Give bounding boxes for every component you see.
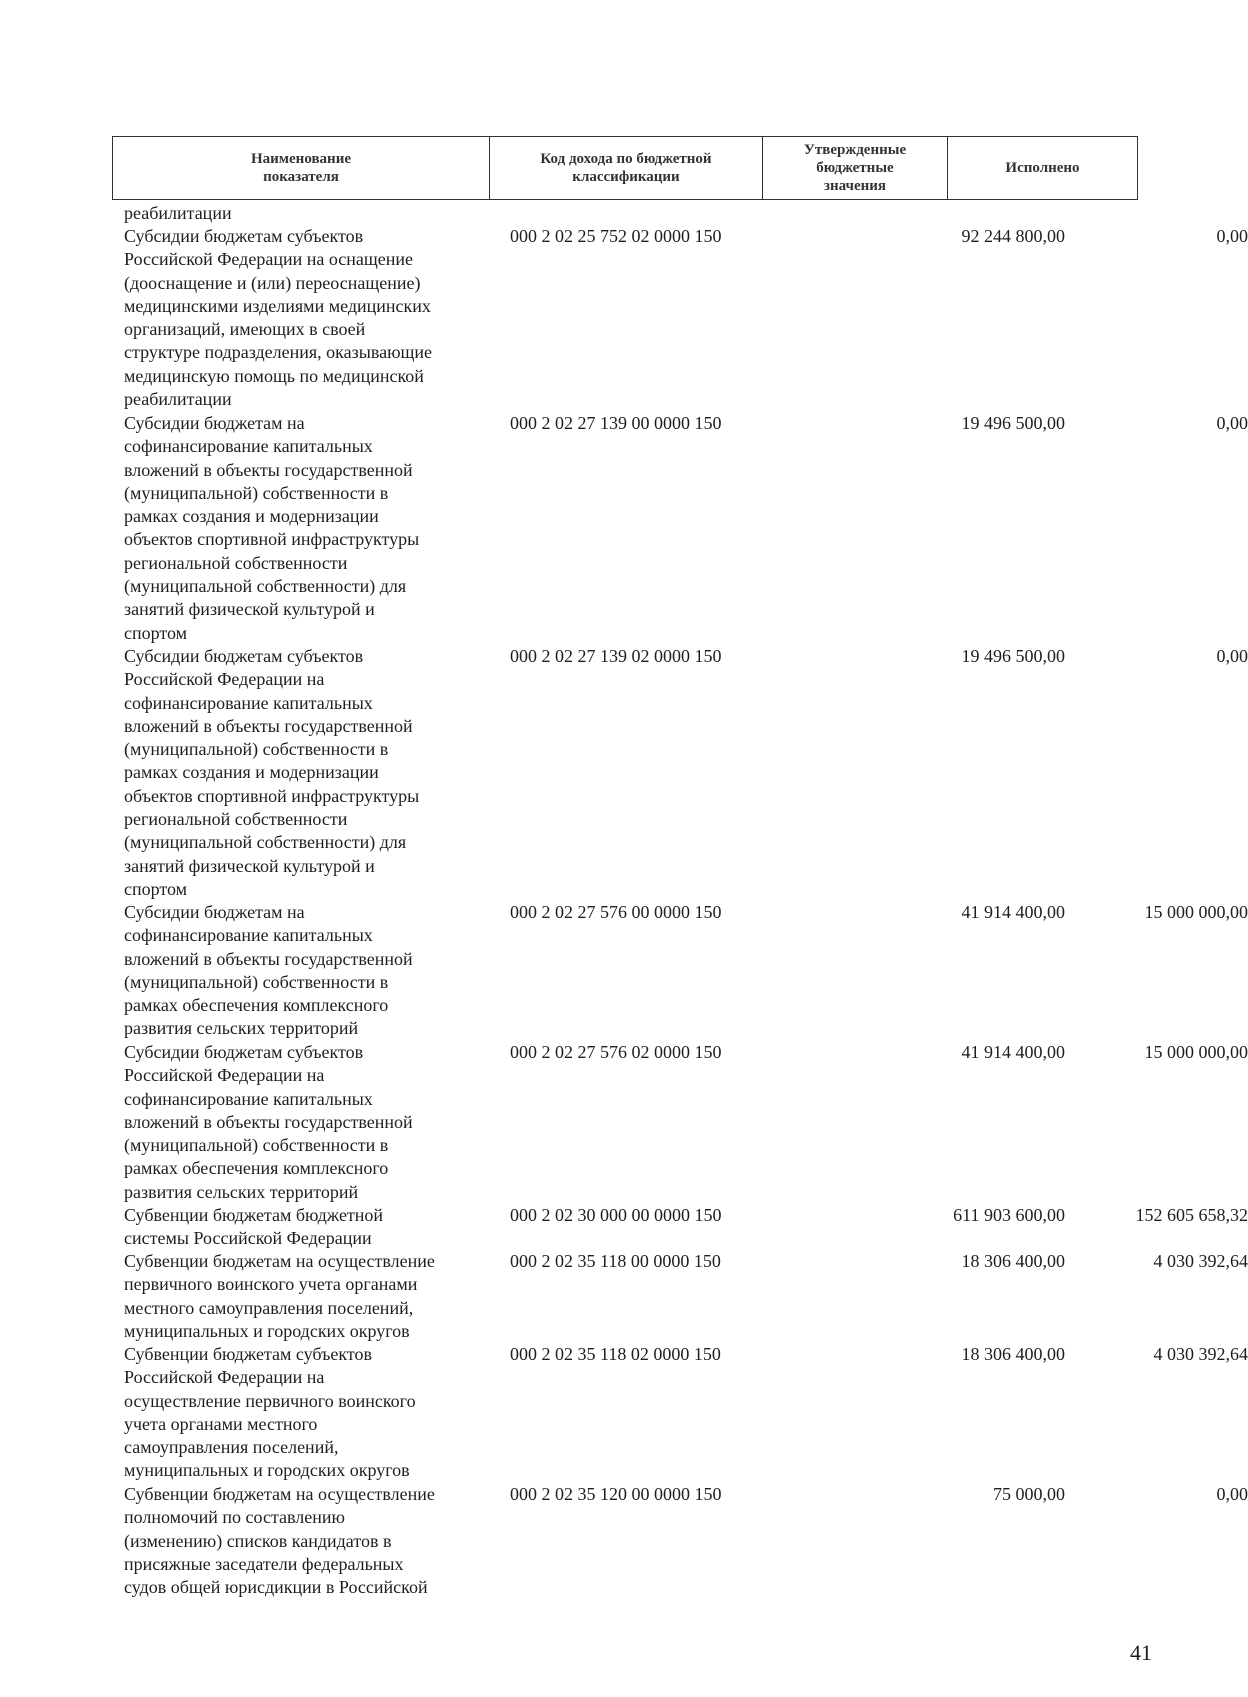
row-approved: 18 306 400,00 (961, 1251, 1065, 1271)
row-code: 000 2 02 27 139 02 0000 150 (510, 646, 722, 666)
row-name: Субсидии бюджетам субъектов Российской Федерации на оснащение (дооснащение и (или) переоснащение) медицинскими изделиями медицинских организаций, имеющих в своей структуре подразделения, оказывающие медицинскую помощь по медицинской реабилитации (124, 226, 433, 410)
header-executed: Исполнено (1005, 160, 1080, 176)
row-executed: 4 030 392,64 (1153, 1251, 1248, 1271)
row-executed: 0,00 (1216, 1484, 1248, 1504)
row-approved: 41 914 400,00 (961, 1042, 1065, 1062)
row-code: 000 2 02 30 000 00 0000 150 (510, 1205, 722, 1225)
row-code: 000 2 02 35 118 02 0000 150 (510, 1344, 721, 1364)
row-executed: 0,00 (1216, 646, 1248, 666)
row-approved: 18 306 400,00 (961, 1344, 1065, 1364)
row-name: Субвенции бюджетам субъектов Российской Федерации на осуществление первичного воинского учета органами местного самоуправления поселений, муниципальных и городских округов (124, 1344, 416, 1481)
row-code: 000 2 02 27 139 00 0000 150 (510, 413, 722, 433)
row-approved: 41 914 400,00 (961, 902, 1065, 922)
row-executed: 0,00 (1216, 413, 1248, 433)
row-name: Субсидии бюджетам субъектов Российской Федерации на софинансирование капитальных вложений в объекты государственной (муниципальной) собственности в рамках создания и модернизации объектов спортивной инфраструктуры региональной собственности (муниципальной собственности) для занятий физической культурой и спортом (124, 646, 420, 899)
row-name: реабилитации (124, 203, 232, 223)
row-approved: 92 244 800,00 (961, 226, 1065, 246)
row-executed: 15 000 000,00 (1144, 1042, 1248, 1062)
row-code: 000 2 02 25 752 02 0000 150 (510, 226, 722, 246)
row-code: 000 2 02 35 120 00 0000 150 (510, 1484, 722, 1504)
row-executed: 4 030 392,64 (1153, 1344, 1248, 1364)
row-name: Субсидии бюджетам субъектов Российской Федерации на софинансирование капитальных вложений в объекты государственной (муниципальной) собственности в рамках обеспечения комплексного развития сельских территорий (124, 1042, 413, 1202)
row-executed: 0,00 (1216, 226, 1248, 246)
row-approved: 19 496 500,00 (961, 413, 1065, 433)
header-code: Код дохода по бюджетной классификации (490, 137, 763, 199)
row-name: Субвенции бюджетам на осуществление полномочий по составлению (изменению) списков кандидатов в присяжные заседатели федеральных судов общей юрисдикции в Российской (124, 1484, 435, 1598)
row-approved: 19 496 500,00 (961, 646, 1065, 666)
header-name: Наименование показателя (113, 137, 490, 199)
row-executed: 15 000 000,00 (1144, 902, 1248, 922)
row-approved: 75 000,00 (993, 1484, 1065, 1504)
row-name: Субсидии бюджетам на софинансирование капитальных вложений в объекты государственной (муниципальной) собственности в рамках создания и модернизации объектов спортивной инфраструктуры региональной собственности (муниципальной собственности) для занятий физической культурой и спортом (124, 413, 420, 643)
table-header (112, 136, 1138, 200)
row-name: Субвенции бюджетам бюджетной системы Российской Федерации (124, 1205, 384, 1249)
row-executed: 152 605 658,32 (1135, 1205, 1248, 1225)
row-name: Субсидии бюджетам на софинансирование капитальных вложений в объекты государственной (муниципальной) собственности в рамках обеспечения комплексного развития сельских территорий (124, 902, 413, 1039)
page-number: 41 (1130, 1640, 1152, 1665)
row-name: Субвенции бюджетам на осуществление первичного воинского учета органами местного самоуправления поселений, муниципальных и городских округов (124, 1251, 435, 1341)
row-code: 000 2 02 27 576 02 0000 150 (510, 1042, 722, 1062)
row-approved: 611 903 600,00 (953, 1205, 1065, 1225)
row-code: 000 2 02 35 118 00 0000 150 (510, 1251, 721, 1271)
header-approved: Утвержденные бюджетные значения (763, 137, 948, 199)
row-code: 000 2 02 27 576 00 0000 150 (510, 902, 722, 922)
